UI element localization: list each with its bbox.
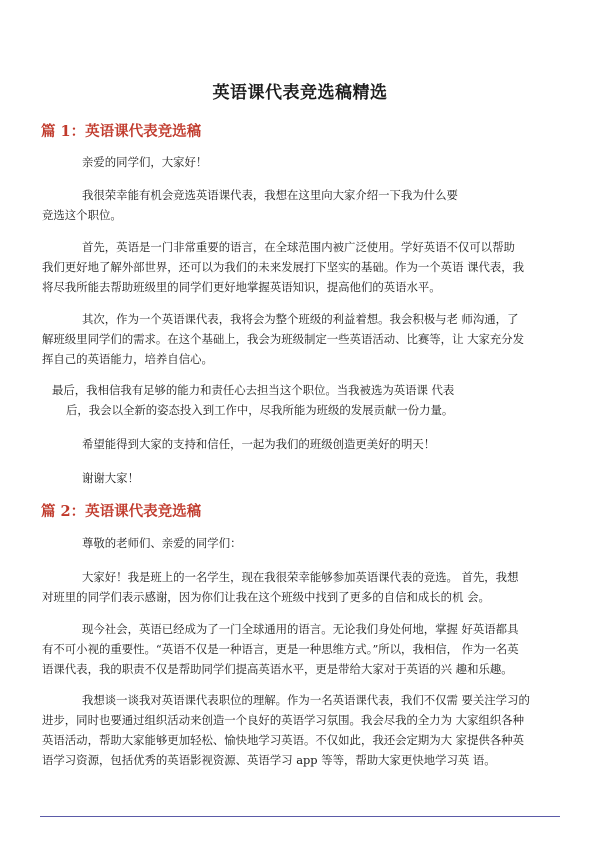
text-line: 现今社会，英语已经成为了一门全球通用的语言。无论我们身处何地，掌握 好英语都具: [82, 622, 519, 636]
paragraph: [82, 468, 139, 488]
text-line: 谢谢大家！: [82, 471, 139, 485]
paragraph: [82, 434, 435, 454]
paragraph: [42, 690, 530, 770]
text-line: 尊敬的老师们、亲爱的同学们：: [82, 536, 242, 550]
paragraph: [82, 533, 241, 553]
text-line: 英语活动，帮助大家能够更加轻松、愉快地学习英语。不仅如此，我还会定期为大 家提供各种英: [42, 733, 525, 747]
paragraph: [52, 380, 454, 420]
text-line: 我们更好地了解外部世界，还可以为我们的未来发展打下坚实的基础。作为一个英语 课代表，我: [42, 260, 525, 274]
text-line: 最后，我相信我有足够的能力和责任心去担当这个职位。当我被选为英语课 代表: [52, 383, 455, 397]
paragraph: [42, 619, 519, 679]
text-line: 后，我会以全新的姿态投入到工作中，尽我所能为班级的发展贡献一份力量。: [66, 403, 454, 417]
text-line: 语学习资源，包括优秀的英语影视资源、英语学习 app 等等，帮助大家更快地学习英 语。: [42, 753, 496, 767]
text-line: 有不可小视的重要性。“英语不仅是一种语言，更是一种思维方式。”所以，我相信， 作为一名英: [42, 642, 519, 656]
paragraph: [42, 309, 524, 369]
text-line: 竞选这个职位。: [42, 208, 122, 222]
text-line: 将尽我所能去帮助班级里的同学们更好地掌握英语知识，提高他们的英语水平。: [42, 280, 441, 294]
paragraph: [42, 237, 524, 297]
section-1-heading: 篇 1：英语课代表竞选稿: [41, 123, 202, 140]
text-line: 解班级里同学们的需求。在这个基础上，我会为班级制定一些英语活动、比赛等，让 大家充分发: [42, 332, 525, 346]
paragraph: [82, 152, 207, 172]
text-line: 首先，英语是一门非常重要的语言，在全球范围内被广泛使用。学好英语不仅可以帮助: [82, 240, 515, 254]
text-line: 大家好！我是班上的一名学生，现在我很荣幸能够参加英语课代表的竞选。 首先，我想: [82, 570, 519, 584]
footer-divider: [40, 816, 560, 817]
text-line: 亲爱的同学们，大家好！: [82, 155, 208, 169]
paragraph: [42, 567, 518, 607]
text-line: 其次，作为一个英语课代表，我将会为整个班级的利益着想。我会积极与老 师沟通，了: [82, 312, 519, 326]
text-line: 语课代表，我的职责不仅是帮助同学们提高英语水平，更是带给大家对于英语的兴 趣和乐趣。: [42, 662, 513, 676]
text-line: 我想谈一谈我对英语课代表职位的理解。作为一名英语课代表，我们不仅需 要关注学习的: [82, 693, 530, 707]
text-line: 进步，同时也要通过组织活动来创造一个良好的英语学习氛围。我会尽我的全力为 大家组织各种: [42, 713, 525, 727]
text-line: 对班里的同学们表示感谢，因为你们让我在这个班级中找到了更多的自信和成长的机 会。: [42, 590, 490, 604]
document-title: 英语课代表竞选稿精选: [212, 83, 388, 103]
section-2-heading: 篇 2：英语课代表竞选稿: [41, 503, 202, 520]
text-line: 希望能得到大家的支持和信任，一起为我们的班级创造更美好的明天！: [82, 437, 436, 451]
paragraph: [42, 185, 458, 225]
text-line: 挥自己的英语能力，培养自信心。: [42, 352, 213, 366]
text-line: 我很荣幸能有机会竞选英语课代表，我想在这里向大家介绍一下我为什么要: [82, 188, 458, 202]
